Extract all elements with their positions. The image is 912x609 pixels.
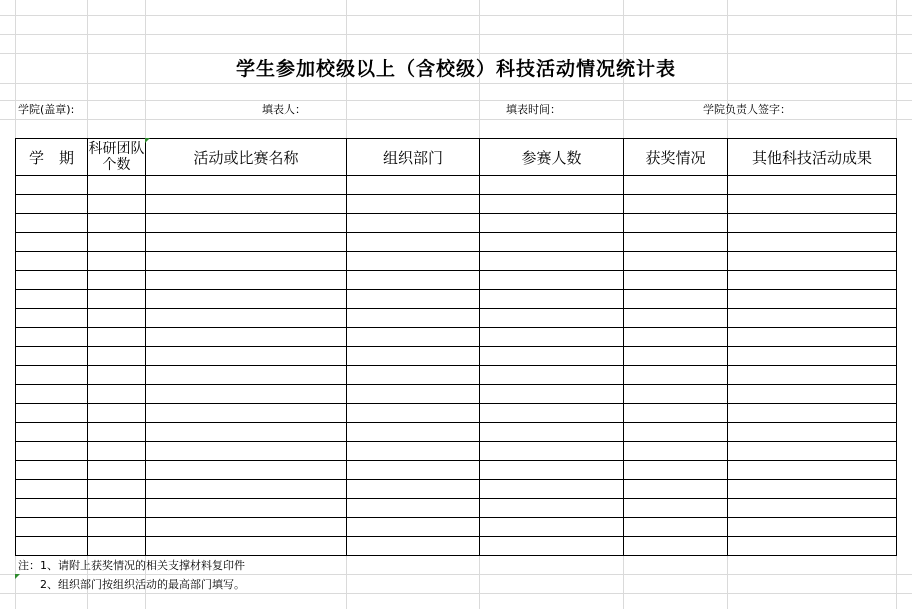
table-cell[interactable] <box>16 252 88 271</box>
table-cell[interactable] <box>728 404 897 423</box>
table-cell[interactable] <box>728 252 897 271</box>
table-cell[interactable] <box>146 290 347 309</box>
table-cell[interactable] <box>146 537 347 556</box>
college-seal-label: 学院(盖章): <box>18 103 75 116</box>
gridline <box>0 15 912 16</box>
table-cell[interactable] <box>88 214 146 233</box>
table-cell[interactable] <box>480 366 624 385</box>
header-semester: 学 期 <box>16 139 88 176</box>
table-cell[interactable] <box>347 347 480 366</box>
table-cell[interactable] <box>16 366 88 385</box>
table-cell[interactable] <box>480 385 624 404</box>
table-row <box>16 537 897 556</box>
table-cell[interactable] <box>624 271 728 290</box>
table-cell[interactable] <box>146 499 347 518</box>
table-cell[interactable] <box>146 518 347 537</box>
table-cell[interactable] <box>16 309 88 328</box>
table-row <box>16 404 897 423</box>
table-cell[interactable] <box>480 290 624 309</box>
table-cell[interactable] <box>347 195 480 214</box>
table-row <box>16 290 897 309</box>
table-cell[interactable] <box>624 499 728 518</box>
table-cell[interactable] <box>16 537 88 556</box>
table-cell[interactable] <box>624 176 728 195</box>
table-cell[interactable] <box>146 271 347 290</box>
table-cell[interactable] <box>88 271 146 290</box>
table-cell[interactable] <box>88 499 146 518</box>
table-cell[interactable] <box>624 518 728 537</box>
table-cell[interactable] <box>146 423 347 442</box>
table-cell[interactable] <box>624 290 728 309</box>
table-cell[interactable] <box>88 480 146 499</box>
table-cell[interactable] <box>347 537 480 556</box>
table-header-row <box>16 139 897 176</box>
table-cell[interactable] <box>728 480 897 499</box>
table-cell[interactable] <box>88 423 146 442</box>
table-cell[interactable] <box>146 347 347 366</box>
table-cell[interactable] <box>146 309 347 328</box>
table-row <box>16 233 897 252</box>
table-cell[interactable] <box>480 404 624 423</box>
table-cell[interactable] <box>88 176 146 195</box>
table-cell[interactable] <box>16 518 88 537</box>
table-cell[interactable] <box>347 461 480 480</box>
table-cell[interactable] <box>347 214 480 233</box>
table-cell[interactable] <box>16 423 88 442</box>
table-cell[interactable] <box>146 480 347 499</box>
table-row <box>16 366 897 385</box>
table-cell[interactable] <box>728 176 897 195</box>
table-cell[interactable] <box>624 252 728 271</box>
table-cell[interactable] <box>728 328 897 347</box>
table-cell[interactable] <box>88 442 146 461</box>
table-cell[interactable] <box>347 480 480 499</box>
table-cell[interactable] <box>146 214 347 233</box>
table-cell[interactable] <box>88 347 146 366</box>
table-cell[interactable] <box>728 423 897 442</box>
table-cell[interactable] <box>146 233 347 252</box>
table-cell[interactable] <box>480 499 624 518</box>
table-row <box>16 328 897 347</box>
table-cell[interactable] <box>146 404 347 423</box>
table-cell[interactable] <box>624 309 728 328</box>
table-cell[interactable] <box>88 518 146 537</box>
table-cell[interactable] <box>88 328 146 347</box>
table-cell[interactable] <box>88 537 146 556</box>
gridline <box>0 34 912 35</box>
table-cell[interactable] <box>146 366 347 385</box>
table-cell[interactable] <box>480 214 624 233</box>
table-cell[interactable] <box>16 214 88 233</box>
table-cell[interactable] <box>146 252 347 271</box>
table-cell[interactable] <box>480 423 624 442</box>
table-row <box>16 347 897 366</box>
table-cell[interactable] <box>347 366 480 385</box>
table-row <box>16 423 897 442</box>
table-cell[interactable] <box>88 404 146 423</box>
table-cell[interactable] <box>728 385 897 404</box>
table-cell[interactable] <box>624 442 728 461</box>
statistics-table <box>15 138 897 556</box>
table-cell[interactable] <box>347 176 480 195</box>
table-cell[interactable] <box>88 252 146 271</box>
table-cell[interactable] <box>728 537 897 556</box>
table-cell[interactable] <box>146 195 347 214</box>
table-cell[interactable] <box>16 442 88 461</box>
table-cell[interactable] <box>624 461 728 480</box>
table-cell[interactable] <box>146 176 347 195</box>
table-cell[interactable] <box>347 290 480 309</box>
table-cell[interactable] <box>146 461 347 480</box>
table-cell[interactable] <box>88 290 146 309</box>
table-cell[interactable] <box>624 385 728 404</box>
table-cell[interactable] <box>728 442 897 461</box>
table-cell[interactable] <box>146 442 347 461</box>
signer-label: 学院负责人签字： <box>703 103 791 116</box>
table-cell[interactable] <box>16 176 88 195</box>
table-cell[interactable] <box>347 442 480 461</box>
table-row <box>16 176 897 195</box>
table-cell[interactable] <box>480 442 624 461</box>
table-cell[interactable] <box>624 366 728 385</box>
header-participants: 参赛人数 <box>480 139 624 176</box>
table-cell[interactable] <box>728 347 897 366</box>
table-cell[interactable] <box>146 328 347 347</box>
table-row <box>16 271 897 290</box>
table-cell[interactable] <box>16 233 88 252</box>
table-cell[interactable] <box>347 423 480 442</box>
table-cell[interactable] <box>624 480 728 499</box>
table-cell[interactable] <box>16 328 88 347</box>
table-row <box>16 518 897 537</box>
table-cell[interactable] <box>480 461 624 480</box>
table-row <box>16 461 897 480</box>
gridline <box>0 119 912 120</box>
table-cell[interactable] <box>16 385 88 404</box>
table-cell[interactable] <box>347 328 480 347</box>
table-cell[interactable] <box>728 271 897 290</box>
table-cell[interactable] <box>728 290 897 309</box>
table-row <box>16 442 897 461</box>
table-cell[interactable] <box>347 518 480 537</box>
table-cell[interactable] <box>624 328 728 347</box>
table-cell[interactable] <box>347 309 480 328</box>
table-row <box>16 252 897 271</box>
table-cell[interactable] <box>624 214 728 233</box>
filler-label: 填表人： <box>262 103 306 116</box>
table-cell[interactable] <box>88 309 146 328</box>
table-cell[interactable] <box>624 233 728 252</box>
table-cell[interactable] <box>347 404 480 423</box>
table-cell[interactable] <box>624 404 728 423</box>
table-cell[interactable] <box>480 537 624 556</box>
header-organizer: 组织部门 <box>347 139 480 176</box>
table-row <box>16 214 897 233</box>
table-cell[interactable] <box>146 385 347 404</box>
table-cell[interactable] <box>88 195 146 214</box>
table-cell[interactable] <box>88 366 146 385</box>
table-cell[interactable] <box>728 309 897 328</box>
table-cell[interactable] <box>480 480 624 499</box>
table-row <box>16 499 897 518</box>
table-cell[interactable] <box>347 499 480 518</box>
table-cell[interactable] <box>480 518 624 537</box>
table-cell[interactable] <box>728 518 897 537</box>
table-cell[interactable] <box>347 233 480 252</box>
table-cell[interactable] <box>16 461 88 480</box>
table-cell[interactable] <box>480 252 624 271</box>
table-cell[interactable] <box>624 347 728 366</box>
table-cell[interactable] <box>480 271 624 290</box>
table-cell[interactable] <box>480 347 624 366</box>
table-cell[interactable] <box>16 271 88 290</box>
table-cell[interactable] <box>728 366 897 385</box>
note-line-2: 2、组织部门按组织活动的最高部门填写。 <box>40 578 245 591</box>
table-cell[interactable] <box>347 385 480 404</box>
table-cell[interactable] <box>347 271 480 290</box>
header-other-results: 其他科技活动成果 <box>728 139 897 176</box>
table-cell[interactable] <box>16 499 88 518</box>
table-cell[interactable] <box>16 290 88 309</box>
header-activity-name: 活动或比赛名称 <box>146 139 347 176</box>
table-cell[interactable] <box>347 252 480 271</box>
note-line-1: 注：1、请附上获奖情况的相关支撑材料复印件 <box>18 559 245 572</box>
table-cell[interactable] <box>16 404 88 423</box>
table-row <box>16 385 897 404</box>
table-cell[interactable] <box>16 195 88 214</box>
table-cell[interactable] <box>728 195 897 214</box>
table-cell[interactable] <box>88 461 146 480</box>
table-cell[interactable] <box>16 480 88 499</box>
table-cell[interactable] <box>480 309 624 328</box>
fill-time-label: 填表时间： <box>506 103 561 116</box>
page-title: 学生参加校级以上（含校级）科技活动情况统计表 <box>235 58 676 80</box>
table-row <box>16 309 897 328</box>
table-cell[interactable] <box>624 423 728 442</box>
table-cell[interactable] <box>728 233 897 252</box>
table-row <box>16 480 897 499</box>
table-cell[interactable] <box>728 499 897 518</box>
table-cell[interactable] <box>88 385 146 404</box>
header-team-count: 科研团队个数 <box>88 139 146 176</box>
comment-marker-icon <box>145 138 150 143</box>
table-cell[interactable] <box>624 195 728 214</box>
table-cell[interactable] <box>16 347 88 366</box>
table-body <box>16 176 897 556</box>
table-cell[interactable] <box>480 233 624 252</box>
header-awards: 获奖情况 <box>624 139 728 176</box>
table-cell[interactable] <box>728 461 897 480</box>
table-cell[interactable] <box>728 214 897 233</box>
table-cell[interactable] <box>480 176 624 195</box>
table-cell[interactable] <box>480 195 624 214</box>
table-cell[interactable] <box>88 233 146 252</box>
table-cell[interactable] <box>480 328 624 347</box>
table-cell[interactable] <box>624 537 728 556</box>
table-row <box>16 195 897 214</box>
